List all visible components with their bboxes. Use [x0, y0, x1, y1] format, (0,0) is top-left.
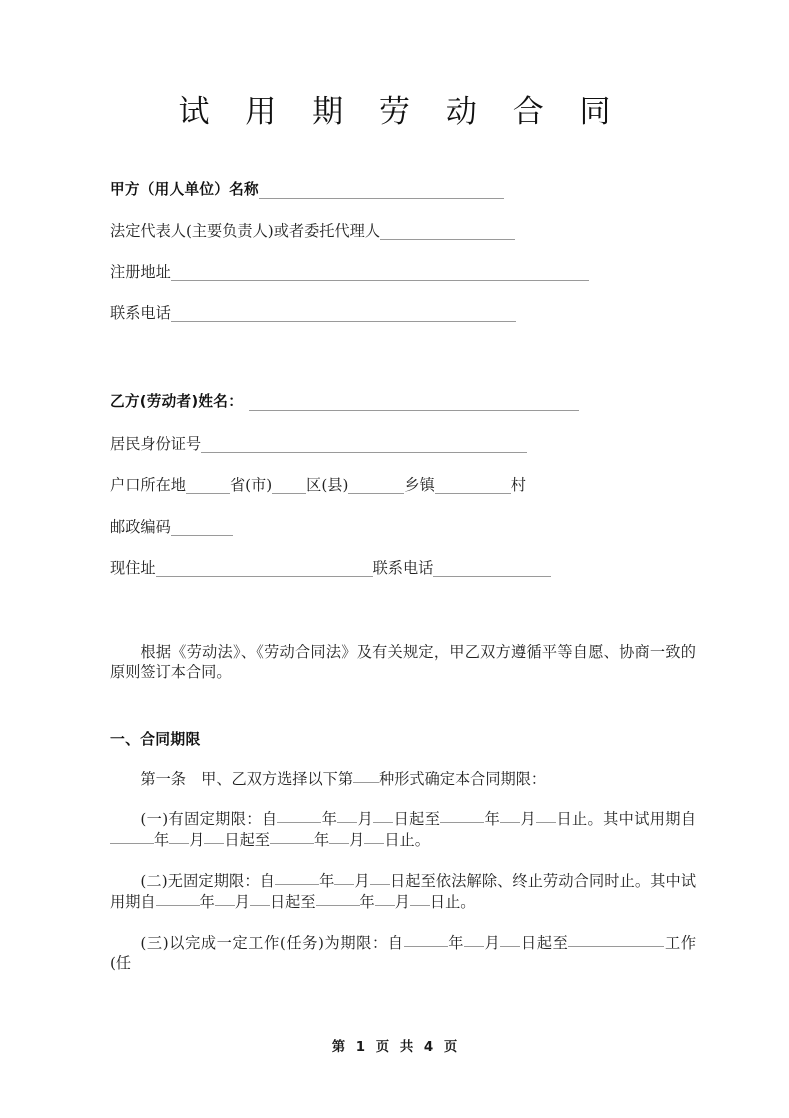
opt1-month4-blank[interactable] [329, 829, 349, 844]
opt1-month1-blank[interactable] [337, 808, 357, 823]
field-legal-representative [110, 221, 515, 241]
id-number-label: 居民身份证号 [110, 435, 202, 453]
id-number-blank[interactable] [201, 438, 527, 453]
intro-block [110, 642, 696, 682]
party-a-phone-label: 联系电话 [110, 304, 171, 322]
opt3-month-blank[interactable] [464, 932, 484, 947]
opt1-day4-blank[interactable] [364, 829, 384, 844]
opt1-p4: 年 [484, 810, 501, 828]
current-address-blank[interactable] [156, 562, 373, 577]
opt3-day-blank[interactable] [500, 932, 520, 947]
registered-address-blank[interactable] [171, 266, 589, 281]
opt1-month2-blank[interactable] [500, 808, 520, 823]
article-one-suffix: 种形式确定本合同期限： [379, 770, 547, 788]
term-option-fixed-label: (一)有固定期限： [140, 810, 262, 828]
section-one-heading: 一、合同期限 [110, 731, 201, 748]
opt1-year1-blank[interactable] [277, 808, 321, 823]
field-postcode [110, 517, 233, 537]
opt1-p6: 日止。其中试用期自 [556, 810, 697, 828]
postcode-label: 邮政编码 [110, 518, 171, 536]
field-registered-address [110, 262, 589, 282]
opt2-p9: 日止。 [429, 893, 476, 911]
field-id-number [110, 434, 527, 454]
party-b-name-blank[interactable] [249, 396, 579, 411]
party-b-phone-label: 联系电话 [372, 559, 434, 577]
opt1-p7: 年 [154, 831, 170, 849]
legal-representative-blank[interactable] [380, 225, 515, 240]
party-b-phone-blank[interactable] [433, 562, 551, 577]
hukou-district-blank[interactable] [272, 479, 306, 494]
opt2-p2: 月 [354, 872, 370, 890]
opt2-p3: 日起至依法解除、终止劳动合同时止。其中试用期自 [110, 872, 697, 911]
opt1-day2-blank[interactable] [536, 808, 556, 823]
hukou-town-blank[interactable] [348, 479, 404, 494]
opt2-p6: 日起至 [269, 893, 316, 911]
party-a-phone-blank[interactable] [171, 307, 516, 322]
intro-paragraph: 根据《劳动法》、《劳动合同法》及有关规定，甲乙双方遵循平等自愿、协商一致的原则签订本合同。 [110, 643, 696, 681]
article-one-block [110, 768, 696, 789]
party-a-name-label: 甲方（用人单位）名称 [110, 181, 259, 198]
hukou-village-unit: 村 [510, 476, 526, 494]
opt2-p0: 自 [259, 872, 275, 890]
field-party-b-name [110, 392, 579, 412]
opt2-year3-blank[interactable] [316, 891, 360, 906]
term-option-open-ended [110, 870, 696, 912]
opt2-day1-blank[interactable] [370, 870, 390, 885]
opt1-p3: 日起至 [393, 810, 441, 828]
opt2-year2-blank[interactable] [156, 891, 200, 906]
opt2-p5: 月 [234, 893, 250, 911]
field-party-a-phone [110, 303, 516, 323]
term-option-task-based-label: (三)以完成一定工作(任务)为期限： [140, 934, 388, 952]
hukou-district-unit: 区(县) [306, 476, 349, 494]
article-one-line [110, 768, 696, 789]
opt2-p8: 月 [394, 893, 410, 911]
opt1-p0: 自 [261, 810, 278, 828]
legal-representative-label: 法定代表人(主要负责人)或者委托代理人 [110, 222, 381, 240]
opt2-day2-blank[interactable] [250, 891, 270, 906]
opt3-p4: 工作(任 [110, 934, 697, 972]
article-one-choice-blank[interactable] [353, 768, 379, 783]
opt2-day3-blank[interactable] [410, 891, 430, 906]
opt1-year4-blank[interactable] [270, 829, 314, 844]
opt2-month3-blank[interactable] [375, 891, 395, 906]
hukou-province-unit: 省(市) [229, 476, 273, 494]
opt1-p5: 月 [520, 810, 537, 828]
opt3-year-blank[interactable] [404, 932, 448, 947]
postcode-blank[interactable] [171, 521, 233, 536]
field-hukou-address [110, 475, 526, 495]
opt2-month1-blank[interactable] [334, 870, 354, 885]
opt1-p8: 月 [189, 831, 205, 849]
field-party-a-name [110, 180, 504, 200]
opt3-p3: 日起至 [520, 934, 569, 952]
opt1-p10: 年 [313, 831, 330, 849]
contract-term-options [110, 808, 696, 973]
opt3-p1: 年 [447, 934, 464, 952]
opt3-task-blank[interactable] [568, 932, 664, 947]
opt1-day3-blank[interactable] [204, 829, 224, 844]
opt1-day1-blank[interactable] [373, 808, 393, 823]
opt1-p2: 月 [357, 810, 374, 828]
opt1-p9: 日起至 [224, 831, 270, 849]
party-a-name-blank[interactable] [259, 184, 504, 199]
article-one-prefix: 第一条 甲、乙双方选择以下第 [140, 770, 354, 788]
hukou-province-blank[interactable] [186, 479, 230, 494]
opt2-year1-blank[interactable] [275, 870, 319, 885]
opt1-p11: 月 [349, 831, 365, 849]
page-title: 试 用 期 劳 动 合 同 [178, 94, 624, 130]
hukou-village-blank[interactable] [435, 479, 511, 494]
opt2-p7: 年 [359, 893, 375, 911]
section-one-block [110, 728, 696, 749]
hukou-label: 户口所在地 [110, 476, 186, 494]
opt2-p1: 年 [318, 872, 335, 890]
opt1-p1: 年 [321, 810, 338, 828]
opt2-month2-blank[interactable] [215, 891, 235, 906]
field-current-address [110, 558, 551, 578]
opt3-p0: 自 [387, 934, 404, 952]
term-option-open-ended-label: (二)无固定期限： [140, 872, 260, 890]
opt1-month3-blank[interactable] [169, 829, 189, 844]
opt1-year3-blank[interactable] [110, 829, 154, 844]
term-option-fixed [110, 808, 696, 850]
opt1-p12: 日止。 [384, 831, 430, 849]
current-address-label: 现住址 [110, 559, 156, 577]
opt3-p2: 月 [484, 934, 501, 952]
party-b-name-label: 乙方(劳动者)姓名： [110, 393, 244, 410]
opt2-p4: 年 [199, 893, 215, 911]
registered-address-label: 注册地址 [110, 263, 171, 281]
opt1-year2-blank[interactable] [440, 808, 484, 823]
page-footer: 第 1 页 共 4 页 [331, 1040, 461, 1055]
term-option-task-based [110, 932, 696, 973]
hukou-town-unit: 乡镇 [404, 476, 435, 494]
